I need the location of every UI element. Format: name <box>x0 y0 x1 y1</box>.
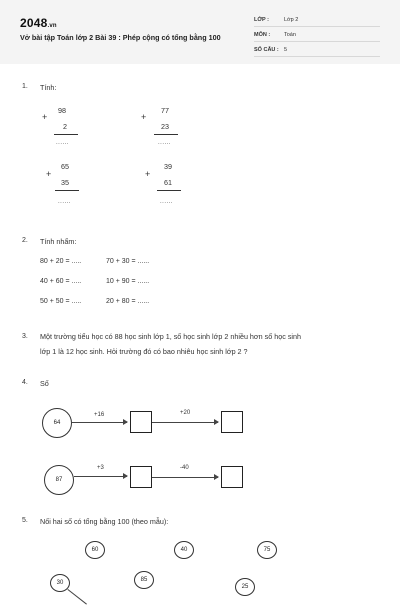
meta-value: Toán <box>284 32 296 38</box>
q1-item4-result: ...... <box>160 199 174 205</box>
chain1-box2[interactable] <box>221 411 243 433</box>
q1-item2-bottom: 23 <box>161 122 169 131</box>
chain2-box2[interactable] <box>221 466 243 488</box>
q4-label: Số <box>40 379 49 388</box>
q1-item3-bottom: 35 <box>61 178 69 187</box>
q5-top-circle-3[interactable]: 75 <box>257 541 277 559</box>
q1-item1-bottom: 2 <box>63 122 67 131</box>
logo-main: 2048 <box>20 16 48 30</box>
chain1-start-circle: 64 <box>42 408 72 438</box>
plus-sign: + <box>145 169 151 179</box>
q5-bottom-circle-1[interactable]: 30 <box>50 574 70 592</box>
chain1-arrow1 <box>72 422 127 423</box>
q5-bottom-circle-3[interactable]: 25 <box>235 578 255 596</box>
plus-sign: + <box>42 112 48 122</box>
q3-number: 3. <box>22 333 28 340</box>
q1-item2-result: ...... <box>158 140 172 146</box>
chain2-op1: +3 <box>97 465 104 471</box>
q3-text-line1: Một trường tiểu học có 88 học sinh lớp 1, số học sinh lớp 2 nhiều hơn số học sinh <box>40 332 301 341</box>
q2-expr: 40 + 60 = ..... <box>40 278 82 285</box>
q1-item2-top: 77 <box>161 106 169 115</box>
page-title: Vở bài tập Toán lớp 2 Bài 39 : Phép cộng có tổng bằng 100 <box>20 33 221 42</box>
meta-row-count <box>254 44 380 57</box>
chain1-box1[interactable] <box>130 411 152 433</box>
q1-item4-top: 39 <box>164 162 172 171</box>
chain1-op2: +20 <box>180 410 191 416</box>
q1-item3-top: 65 <box>61 162 69 171</box>
chain2-box1[interactable] <box>130 466 152 488</box>
site-logo[interactable] <box>20 16 57 30</box>
logo-tld: .vn <box>47 23 57 29</box>
q5-bottom-circle-2[interactable]: 85 <box>134 571 154 589</box>
plus-sign: + <box>141 112 147 122</box>
meta-value: 5 <box>284 47 288 53</box>
meta-row-subject <box>254 29 380 42</box>
meta-key: LỚP : <box>254 17 269 23</box>
q5-top-circle-1[interactable]: 60 <box>85 541 105 559</box>
q1-number: 1. <box>22 83 28 90</box>
chain1-op1: +16 <box>94 412 105 418</box>
q2-expr: 50 + 50 = ..... <box>40 298 82 305</box>
page-header <box>0 0 400 64</box>
meta-value: Lớp 2 <box>284 17 299 23</box>
q2-number: 2. <box>22 237 28 244</box>
q5-example-connector <box>67 589 87 605</box>
q1-item3-line <box>55 190 79 191</box>
q5-number: 5. <box>22 517 28 524</box>
q2-expr: 20 + 80 = ...... <box>106 298 150 305</box>
q1-item1-result: ...... <box>56 140 70 146</box>
chain2-op2: -40 <box>180 465 189 471</box>
q2-expr: 70 + 30 = ...... <box>106 258 150 265</box>
meta-key: SỐ CÂU : <box>254 47 279 53</box>
q1-item3-result: ...... <box>58 199 72 205</box>
chain2-arrow1 <box>74 476 127 477</box>
q2-expr: 80 + 20 = ..... <box>40 258 82 265</box>
q1-item1-top: 98 <box>58 106 66 115</box>
chain2-arrow2 <box>152 477 218 478</box>
q2-expr: 10 + 90 = ...... <box>106 278 150 285</box>
q3-text-line2: lớp 1 là 12 học sinh. Hỏi trường đó có bao nhiêu học sinh lớp 2 ? <box>40 347 248 356</box>
plus-sign: + <box>46 169 52 179</box>
q1-item1-line <box>54 134 78 135</box>
q1-label: Tính: <box>40 83 57 92</box>
chain2-start-circle: 87 <box>44 465 74 495</box>
q1-item4-line <box>157 190 181 191</box>
q1-item4-bottom: 61 <box>164 178 172 187</box>
chain1-arrow2 <box>152 422 218 423</box>
q5-label: Nối hai số có tổng bằng 100 (theo mẫu): <box>40 517 169 526</box>
meta-row-class <box>254 14 380 27</box>
q2-label: Tính nhẩm: <box>40 237 77 246</box>
q1-item2-line <box>154 134 178 135</box>
meta-key: MÔN : <box>254 32 271 38</box>
q5-top-circle-2[interactable]: 40 <box>174 541 194 559</box>
q4-number: 4. <box>22 379 28 386</box>
